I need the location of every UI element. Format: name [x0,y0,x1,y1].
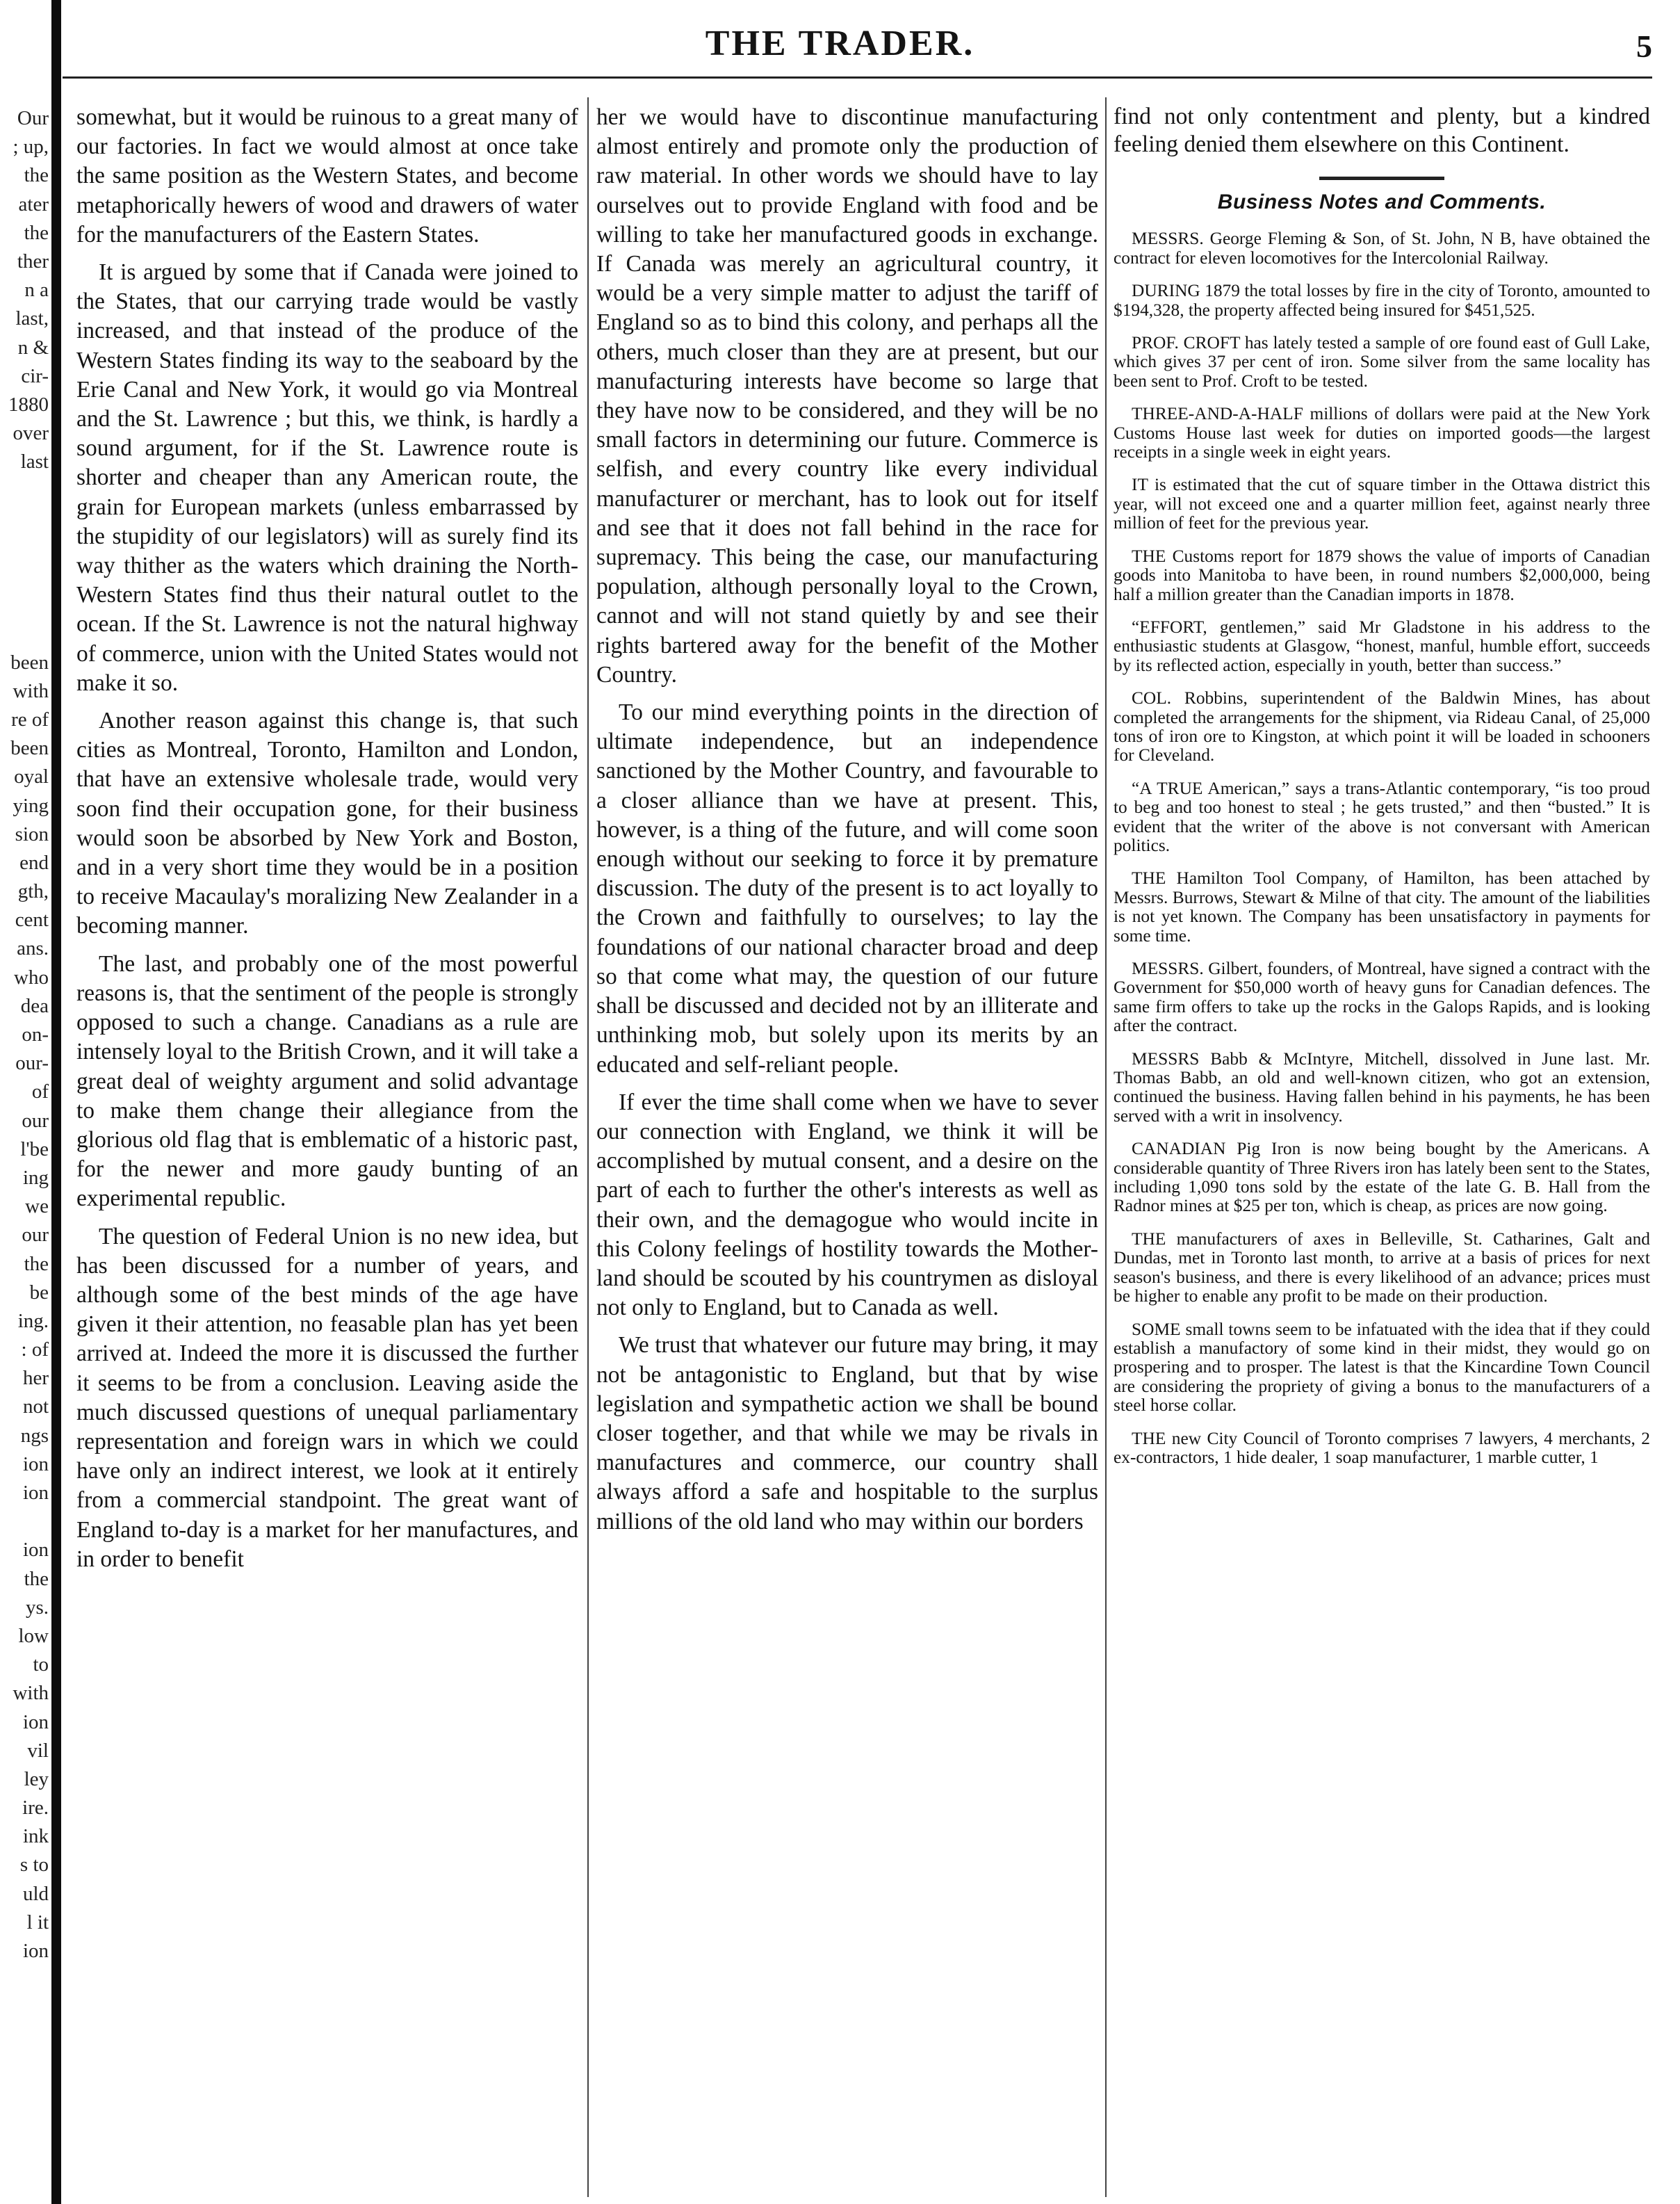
gutter-fragment: gth, [17,880,49,903]
gutter-fragment: not [22,1395,49,1418]
previous-page-fragments [0,104,49,1966]
article-column-1 [76,103,578,2196]
business-note: MESSRS. George Fleming & Son, of St. John, N B, have obtained the contract for eleven locomotives for the Intercolonial Railway. [1114,229,1650,268]
gutter-fragment: ion [22,1710,49,1733]
gutter-fragment: cir- [21,364,49,387]
business-note: MESSRS Babb & McIntyre, Mitchell, dissolved in June last. Mr. Thomas Babb, an old and well-known citizen, who got an extension, continued the business. Having fallen behind in his payments, he has been served with a writ in insolvency. [1114,1048,1650,1126]
business-note: THREE-AND-A-HALF millions of dollars were paid at the New York Customs House last week for duties on imported goods—the largest receipts in a single week in eight years. [1114,404,1650,462]
newspaper-title: THE TRADER. [705,24,975,63]
gutter-fragment: ion [22,1482,49,1504]
gutter-fragment: ngs [20,1424,49,1447]
gutter-fragment [0,505,49,534]
gutter-fragment: ater [18,193,49,216]
business-note: THE Hamilton Tool Company, of Hamilton, has been attached by Messrs. Burrows, Stewart & Milne of that city. The amount of the liabilities is not yet known. The Company has been unsatisfactory in payments for some time. [1114,868,1650,946]
gutter-fragment: with [13,1682,49,1705]
gutter-fragment: last [20,451,49,473]
business-notes-list [1114,229,1650,1467]
article-paragraph: The question of Federal Union is no new idea, but has been discussed for a number of years, and although some of the best minds of the age have given it their attention, no feasable plan has yet been arrived at. Indeed the more it is discussed the further it seems to be from a conclusion. Leaving aside the much discussed questions of unequal parliamentary representation and foreign wars in which we could have only an indirect interest, we look at it entirely from a commercial standpoint. The great want of England to-day is a market for her manufactures, and in order to benefit [76,1223,578,1572]
article-paragraph: To our mind everything points in the direction of ultimate independence, but an independence sanctioned by the Mother Country, and favourable to a closer alliance than we have at present. This, however, is a thing of the future, and will come soon enough without our seeking to force it by premature discussion. The duty of the present is to act loyally to the Crown and faithfully to ourselves; to lay the foundations of our national character broad and deep so that come what may, the question of our future shall be discussed and decided not by an illiterate and unthinking mob, but solely upon its merits by an educated and self-reliant people. [596,699,1098,1078]
gutter-fragment: we [25,1195,49,1218]
gutter-fragment: the [24,164,49,187]
business-note: THE manufacturers of axes in Belleville, St. Catharines, Galt and Dundas, met in Toronto last month, to arrive at a basis of prices for next season's business, and there is every likelihood of an advance; prices must be higher to enable any profit to be made on their production. [1114,1229,1650,1306]
gutter-fragment: on- [22,1023,49,1046]
page-number: 5 [1636,29,1652,64]
gutter-fragment: ink [22,1825,49,1848]
gutter-fragment: ; up, [13,136,49,159]
gutter-fragment [0,591,49,619]
gutter-fragment: oyal [14,765,49,788]
gutter-fragment: our [22,1224,49,1247]
gutter-fragment: to [33,1653,49,1676]
gutter-fragment: Our [17,107,49,129]
gutter-fragment: ire. [22,1797,49,1820]
gutter-fragment: last, [15,307,49,330]
section-heading: Business Notes and Comments. [1217,191,1547,213]
gutter-fragment [0,1507,49,1536]
article-paragraph: If ever the time shall come when we have to sever our connection with England, we think it will be accomplished by mutual consent, and a desire on the part of each to further the other's interests as well as their own, and the demagogue who would incite in this Colony feelings of hostility towards the Mother-land should be scouted by his countrymen as disloyal not only to England, but to Canada as well. [596,1089,1098,1321]
article-column-2 [596,103,1098,2196]
gutter-fragment: ing. [17,1309,49,1332]
gutter-fragment: n & [17,336,49,359]
gutter-fragment: re of [11,708,49,731]
business-note: MESSRS. Gilbert, founders, of Montreal, have signed a contract with the Government for $50,000 worth of heavy guns for Canadian defences. The same firm offers to take up the rocks in the Galops Rapids, and is looking after the contract. [1114,959,1650,1036]
gutter-fragment: low [18,1624,49,1647]
masthead [0,19,1680,68]
gutter-fragment: ans. [17,937,49,960]
gutter-fragment [0,476,49,505]
gutter-fragment: the [24,1252,49,1275]
gutter-fragment [0,562,49,591]
business-note: COL. Robbins, superintendent of the Baldwin Mines, has about completed the arrangements for the shipment, via Rideau Canal, of 25,000 tons of iron ore to Kingston, at which point it will be loaded in schooners for Cleveland. [1114,688,1650,765]
gutter-fragment: dea [20,994,49,1017]
business-note: IT is estimated that the cut of square timber in the Ottawa district this year, will not exceed one and a quarter million feet, against nearly three million of feet for the previous year. [1114,475,1650,533]
gutter-fragment: ley [24,1767,49,1790]
business-note: SOME small towns seem to be infatuated with the idea that if they could establish a manufactory of some kind in their midst, they would go on prospering and to prosper. The latest is that the Kincardine Town Council are considering the propriety of giving a bonus to the manufacturers of a steel horse collar. [1114,1319,1650,1416]
column-divider [587,97,589,2197]
business-note: “EFFORT, gentlemen,” said Mr Gladstone in his address to the enthusiastic students at Glasgow, “honest, manful, humble effort, succeeds by its reflected action, especially in youth, better than success.” [1114,617,1650,675]
gutter-fragment: ion [22,1452,49,1475]
gutter-fragment: ion [22,1539,49,1562]
business-note: CANADIAN Pig Iron is now being bought by the Americans. A considerable quantity of Three Rivers iron has lately been sent to the States, including 1,090 tons sold by the estate of the late G. B. Hall from the Radnor mines at $25 per ton, which is cheap, as prices are now going. [1114,1139,1650,1216]
gutter-fragment: ion [22,1940,49,1962]
gutter-fragment: our- [15,1052,49,1075]
gutter-fragment: ther [17,250,49,273]
gutter-fragment: of [31,1080,49,1103]
article-paragraph: somewhat, but it would be ruinous to a great many of our factories. In fact we would almost at once take the same position as the Western States, and become metaphorically hewers of wood and drawers of water for the manufacturers of the Eastern States. [76,104,578,248]
article-paragraph: The last, and probably one of the most powerful reasons is, that the sentiment of the people is strongly opposed to such a change. Canadians as a rule are intensely loyal to the British Crown, and it will take a great deal of weighty argument and solid advantage to make them change their allegiance from the glorious old flag that is emblematic of a historic past, for the newer and more gaudy bunting of an experimental republic. [76,950,578,1212]
article-paragraph: It is argued by some that if Canada were joined to the States, that our carrying trade would be vastly increased, and that instead of the produce of the Western States finding its way to the seaboard by the Erie Canal and New York, it would go via Montreal and the St. Lawrence ; but this, we think, is hardly a sound argument, for if the St. Lawrence route is shorter and cheaper than any American route, the grain for European markets (unless embarrassed by the stupidity of our legislators) will as surely find its way thither as the waters which draining the North-Western States find thus their natural outlet to the ocean. If the St. Lawrence is not the natural highway of commerce, union with the United States would not make it so. [76,259,578,696]
gutter-fragment: her [22,1367,49,1390]
gutter-fragment: over [13,422,49,445]
gutter-fragment: l it [26,1911,49,1934]
gutter-fragment: ys. [25,1596,49,1619]
gutter-fragment: our [22,1109,49,1132]
article-paragraph: her we would have to discontinue manufacturing almost entirely and promote only the production of raw material. In other words we should have to lay ourselves out to provide England with food and be willing to take her manufactured goods in exchange. If Canada was merely an agricultural country, it would be a very simple matter to adjust the tariff of England so as to bind this colony, and perhaps all the others, much closer than they are at present, but our manufacturing interests have become so large that they have now to be considered, and they will be no small factors in determining our future. Commerce is selfish, and every country like every individual manufacturer or merchant, has to look out for itself and see that it does not fall behind in the race for supremacy. This being the case, our manufacturing population, although personally loyal to the Crown, cannot and will not stand quietly by and see their rights bartered away for the benefit of the Mother Country. [596,104,1098,688]
gutter-fragment: be [29,1281,49,1304]
business-note: PROF. CROFT has lately tested a sample of ore found east of Gull Lake, which gives 37 per cent of iron. Some silver from the same locality has been sent to Prof. Croft to be tested. [1114,333,1650,391]
gutter-fragment: l'be [20,1137,49,1160]
gutter-fragment: 1880 [8,393,49,416]
article-paragraph: We trust that whatever our future may bring, it may not be antagonistic to England, but that by wise legislation and sympathetic action we shall be bound closer together, and that while we may be rivals in manufactures and commerce, our country shall always afford a safe and hospitable to the surplus millions of the old land who may within our borders [596,1332,1098,1534]
binding-shadow [51,0,61,2204]
gutter-fragment: been [10,651,49,674]
gutter-fragment [0,534,49,562]
gutter-fragment: sion [15,823,49,845]
gutter-fragment: s to [19,1854,49,1877]
gutter-fragment: been [10,737,49,760]
column-divider [1105,97,1107,2197]
gutter-fragment [0,619,49,648]
gutter-fragment: the [24,1567,49,1590]
business-notes-column [1114,103,1650,2196]
business-note: THE new City Council of Toronto comprises 7 lawyers, 4 merchants, 2 ex-contractors, 1 hide dealer, 1 soap manufacturer, 1 marble cutter, 1 [1114,1428,1650,1467]
gutter-fragment: cent [15,909,49,932]
gutter-fragment: : of [21,1338,49,1361]
gutter-fragment: with [13,679,49,702]
gutter-fragment: uld [22,1882,49,1905]
article-paragraph: Another reason against this change is, that such cities as Montreal, Toronto, Hamilton and London, that have an extensive wholesale trade, would very soon find their occupation gone, for their business would soon be absorbed by New York and Boston, and in a very short time they would be in a position to receive Macaulay's moralizing New Zealander in a becoming manner. [76,708,578,939]
section-rule [1319,177,1444,180]
business-note: THE Customs report for 1879 shows the value of imports of Canadian goods into Manitoba to have been, in round numbers $2,000,000, being half a million greater than the Canadian imports in 1878. [1114,546,1650,604]
business-note: “A TRUE American,” says a trans-Atlantic contemporary, “is too proud to beg and too honest to steal ; he gets trusted,” and then “busted.” It is evident that the writer of the above is not conversant with American politics. [1114,778,1650,855]
header-rule [63,76,1652,79]
gutter-fragment: ing [22,1166,49,1189]
gutter-fragment: n a [24,279,49,302]
gutter-fragment: vil [27,1739,49,1762]
gutter-fragment: who [14,966,49,989]
gutter-fragment: ying [13,794,49,817]
gutter-fragment: the [24,221,49,244]
gutter-fragment: end [19,851,49,874]
article-continuation: find not only contentment and plenty, but a kindred feeling denied them elsewhere on this Continent. [1114,104,1650,157]
business-note: DURING 1879 the total losses by fire in the city of Toronto, amounted to $194,328, the property affected being insured for $451,525. [1114,281,1650,320]
